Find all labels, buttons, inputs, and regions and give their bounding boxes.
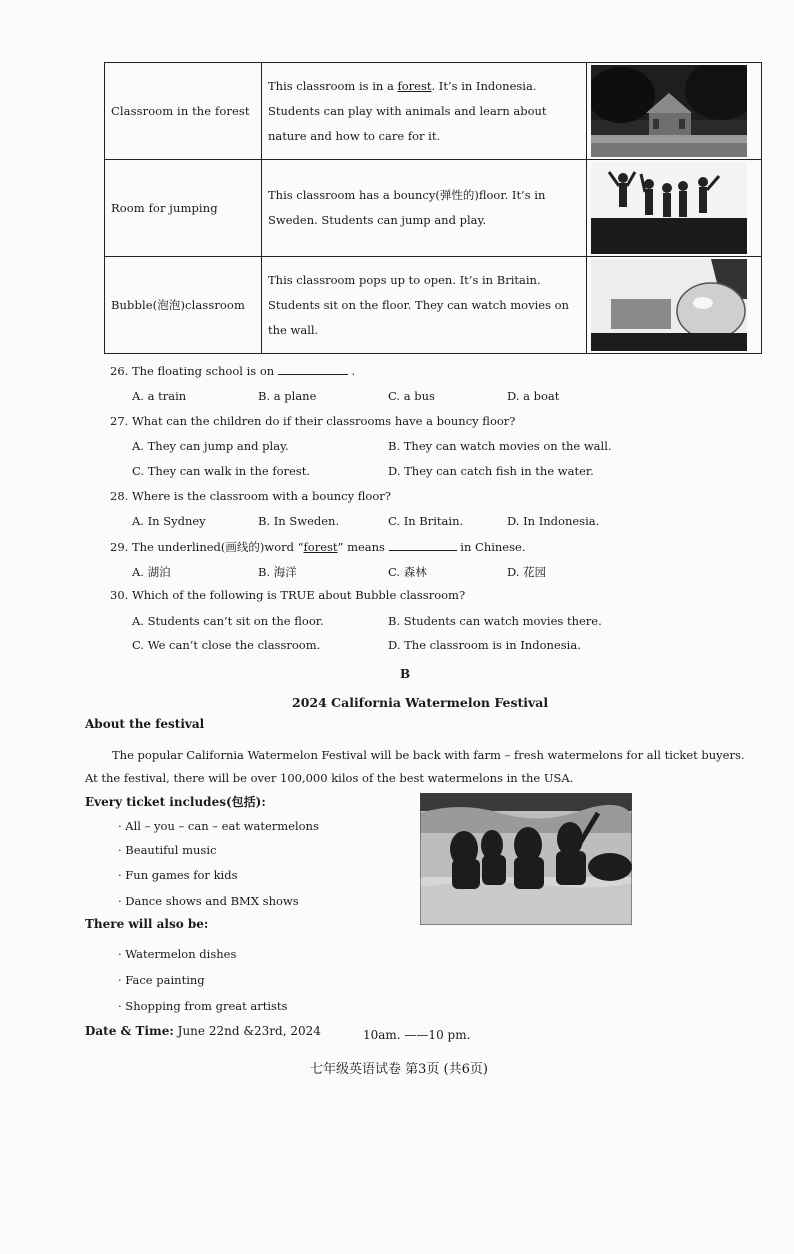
table-cell-description: This classroom has a bouncy(弹性的)floor. It’s in Sweden. Students can jump and play.	[262, 160, 587, 257]
option-c[interactable]: C. They can walk in the forest.	[132, 464, 310, 478]
list-item: · All – you – can – eat watermelons	[118, 819, 319, 833]
list-item: · Face painting	[118, 973, 205, 987]
option-d[interactable]: D. They can catch fish in the water.	[388, 464, 594, 478]
answer-blank	[278, 374, 348, 375]
option-b[interactable]: B. 海洋	[258, 565, 297, 579]
option-d[interactable]: D. In Indonesia.	[507, 514, 600, 528]
section-letter: B	[400, 667, 411, 681]
date-value: June 22nd &23rd, 2024	[177, 1024, 321, 1038]
table-cell-photo	[587, 160, 762, 257]
option-d[interactable]: D. The classroom is in Indonesia.	[388, 638, 581, 652]
option-a[interactable]: A. Students can’t sit on the floor.	[132, 614, 324, 628]
question-29: 29. The underlined(画线的)word “forest” means in Chinese.	[110, 540, 526, 554]
answer-blank	[389, 550, 457, 551]
option-b[interactable]: B. They can watch movies on the wall.	[388, 439, 612, 453]
passage-title: 2024 California Watermelon Festival	[292, 695, 549, 710]
about-heading: About the festival	[85, 717, 205, 731]
list-item: · Dance shows and BMX shows	[118, 894, 299, 908]
date-time-line	[85, 1024, 321, 1038]
table-cell-description: This classroom is in a forest. It’s in Indonesia. Students can play with animals and learn about nature and how to care for it.	[262, 63, 587, 160]
table-cell-name: Classroom in the forest	[105, 63, 262, 160]
table-cell-description: This classroom pops up to open. It’s in Britain. Students sit on the floor. They can watch movies on the wall.	[262, 257, 587, 354]
question-27: 27. What can the children do if their classrooms have a bouncy floor?	[110, 414, 516, 428]
list-item: · Watermelon dishes	[118, 947, 237, 961]
option-b[interactable]: B. a plane	[258, 389, 317, 403]
table-cell-name: Room for jumping	[105, 160, 262, 257]
list-item: · Shopping from great artists	[118, 999, 288, 1013]
classroom-table	[104, 62, 762, 354]
option-a[interactable]: A. a train	[132, 389, 187, 403]
ticket-heading: Every ticket includes(包括):	[85, 795, 266, 809]
question-28: 28. Where is the classroom with a bouncy floor?	[110, 489, 391, 503]
table-cell-name: Bubble(泡泡)classroom	[105, 257, 262, 354]
jumping-children-photo	[591, 162, 747, 254]
question-26: 26. The floating school is on .	[110, 364, 356, 378]
table-row	[105, 257, 762, 354]
underlined-word: forest	[303, 540, 338, 554]
table-cell-photo	[587, 257, 762, 354]
option-d[interactable]: D. a boat	[507, 389, 560, 403]
option-b[interactable]: B. Students can watch movies there.	[388, 614, 602, 628]
forest-classroom-photo	[591, 65, 747, 157]
option-c[interactable]: C. a bus	[388, 389, 435, 403]
about-paragraph-line: At the festival, there will be over 100,000 kilos of the best watermelons in the USA.	[85, 771, 574, 785]
list-item: · Beautiful music	[118, 843, 217, 857]
about-paragraph-line: The popular California Watermelon Festival will be back with farm – fresh watermelons for all ticket buyers.	[112, 748, 745, 762]
option-c[interactable]: C. In Britain.	[388, 514, 464, 528]
option-a[interactable]: A. They can jump and play.	[132, 439, 289, 453]
also-heading: There will also be:	[85, 917, 209, 931]
time-value: 10am. ——10 pm.	[363, 1028, 471, 1042]
option-a[interactable]: A. 湖泊	[132, 565, 171, 579]
option-c[interactable]: C. 森林	[388, 565, 427, 579]
option-a[interactable]: A. In Sydney	[132, 514, 206, 528]
watermelon-festival-photo	[420, 793, 632, 925]
option-d[interactable]: D. 花园	[507, 565, 547, 579]
date-label: Date & Time:	[85, 1024, 174, 1038]
table-row	[105, 160, 762, 257]
underlined-word: forest	[397, 78, 432, 93]
table-cell-photo	[587, 63, 762, 160]
list-item: · Fun games for kids	[118, 868, 238, 882]
page-footer: 七年级英语试卷 第3页 (共6页)	[310, 1062, 488, 1077]
option-c[interactable]: C. We can’t close the classroom.	[132, 638, 321, 652]
question-30: 30. Which of the following is TRUE about Bubble classroom?	[110, 588, 466, 602]
option-b[interactable]: B. In Sweden.	[258, 514, 340, 528]
bubble-classroom-photo	[591, 259, 747, 351]
table-row	[105, 63, 762, 160]
